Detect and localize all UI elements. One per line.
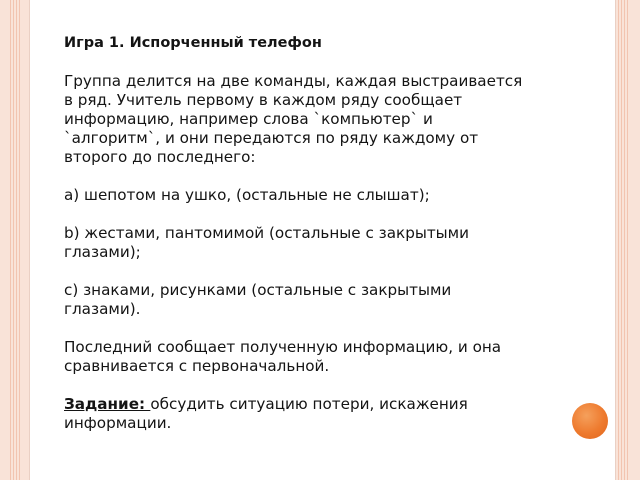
orange-circle-icon (572, 403, 608, 439)
intro-line-1: Группа делится на две команды, каждая выстраивается (64, 72, 523, 90)
item-c-line-1: c) знаками, рисунками (остальные с закрытыми (64, 281, 452, 299)
task-line-2: информации. (64, 414, 172, 432)
task-text: обсудить ситуацию потери, искажения (150, 395, 468, 413)
task-label: Задание: (64, 395, 151, 413)
intro-line-2: в ряд. Учитель первому в каждом ряду сообщает (64, 91, 463, 109)
left-decorative-stripes (10, 0, 22, 480)
item-c-line-2: глазами). (64, 300, 141, 318)
conclusion-line-2: сравнивается с первоначальной. (64, 357, 330, 375)
right-decorative-stripes (618, 0, 630, 480)
intro-line-4: `алгоритм`, и они передаются по ряду каждому от (64, 129, 479, 147)
intro-line-3: информацию, например слова `компьютер` и (64, 110, 433, 128)
slide-title: Игра 1. Испорченный телефон (64, 35, 322, 51)
slide-panel (29, 0, 616, 480)
conclusion-line-1: Последний сообщает полученную информацию, и она (64, 338, 502, 356)
item-b-line-2: глазами); (64, 243, 141, 261)
item-a: a) шепотом на ушко, (остальные не слышат); (64, 186, 430, 204)
slide-content (64, 34, 554, 433)
item-b-line-1: b) жестами, пантомимой (остальные с закрытыми (64, 224, 469, 242)
intro-line-5: второго до последнего: (64, 148, 256, 166)
task-line-1 (64, 395, 554, 414)
